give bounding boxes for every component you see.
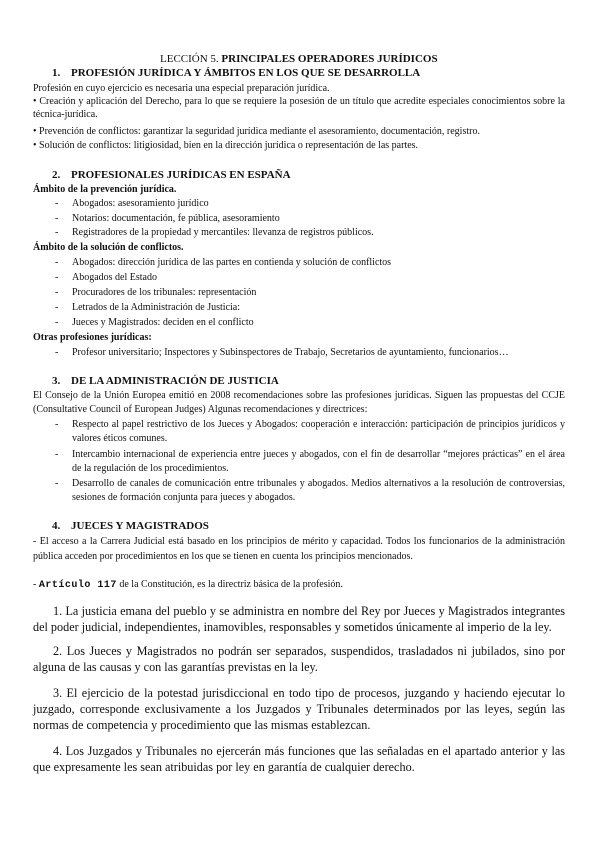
section4-heading [52,519,209,533]
lesson-label: LECCIÓN 5. [160,53,219,65]
article-paragraph-1: 1. La justicia emana del pueblo y se administra en nombre del Rey por Jueces y Magistrados integrantes del poder judicial, independientes, inamovibles, responsables y sometidos únicamente al imperio de la ley. [33,604,565,634]
list-dash: - [55,257,59,268]
section1-title: PROFESIÓN JURÍDICA Y ÁMBITOS EN LOS QUE SE DESARROLLA [71,67,421,79]
article-paragraph-4: 4. Los Juzgados y Tribunales no ejercerán más funciones que las señaladas en el apartado anterior y las que expresamente les sean atribuidas por ley en garantía de cualquier derecho. [33,744,565,774]
section3-intro: El Consejo de la Unión Europea emitió en 2008 recomendaciones sobre las profesiones jurídicas. Siguen las propuestas del CCJE (Consultative Council of European Judges) Algunas recomendaciones y directrices: [33,390,565,415]
section1-bullet-1: • Creación y aplicación del Derecho, para lo que se requiere la posesión de un título que acredite especiales conocimientos sobre la técnica-jurídica. [33,96,565,120]
section2-number: 2. [52,169,61,181]
list-dash: - [55,272,59,283]
list-dash: - [55,317,59,328]
lesson-title-text: PRINCIPALES OPERADORES JURÍDICOS [221,53,438,65]
group1-title: Ámbito de la prevención jurídica. [33,184,177,195]
section4-number: 4. [52,520,61,532]
group3-item-1: Profesor universitario; Inspectores y Subinspectores de Trabajo, Secretarios de ayuntamiento, funcionarios… [72,347,509,358]
list-dash: - [55,227,59,238]
article-suffix: de la Constitución, es la directriz básica de la profesión. [116,579,343,590]
list-dash: - [55,478,59,489]
group2-item-4: Letrados de la Administración de Justicia: [72,302,241,313]
list-dash: - [55,213,59,224]
article-paragraph-2: 2. Los Jueces y Magistrados no podrán ser separados, suspendidos, trasladados ni jubilados, sino por alguna de las causas y con las garantías previstas en la ley. [33,644,565,674]
section1-heading [52,66,420,80]
group3-title: Otras profesiones jurídicas: [33,332,152,343]
list-dash: - [55,419,59,430]
group1-item-3: Registradores de la propiedad y mercantiles: llevanza de registros públicos. [72,227,374,238]
section1-bullet-2: • Prevención de conflictos: garantizar la seguridad jurídica mediante el asesoramiento, documentación, registro. [33,126,480,137]
section2-title: PROFESIONALES JURÍDICAS EN ESPAÑA [71,169,291,181]
group2-item-5: Jueces y Magistrados: deciden en el conflicto [72,317,254,328]
article-paragraph-3: 3. El ejercicio de la potestad jurisdiccional en todo tipo de procesos, juzgando y haciendo ejecutar lo juzgado, corresponde exclusivamente a los Juzgados y Tribunales determinados por las leyes, según las normas de competencia y procedimiento que las mismas establezcan. [33,686,565,732]
section4-title: JUECES Y MAGISTRADOS [71,520,209,532]
group2-item-2: Abogados del Estado [72,272,157,283]
list-dash: - [55,198,59,209]
list-dash: - [55,302,59,313]
group2-item-3: Procuradores de los tribunales: representación [72,287,257,298]
section2-heading [52,168,291,182]
group2-item-1: Abogados: dirección jurídica de las partes en contienda y solución de conflictos [72,257,392,268]
group1-item-1: Abogados: asesoramiento jurídico [72,198,209,209]
list-dash: - [55,347,59,358]
section3-title: DE LA ADMINISTRACIÓN DE JUSTICIA [71,375,279,387]
section3-item-1: Respecto al papel restrictivo de los Jueces y Abogados: cooperación e interacción: participación de principios jurídicos y valores éticos comunes. [72,419,565,444]
section3-item-2: Intercambio internacional de experiencia entre jueces y abogados, con el fin de desarrollar “mejores prácticas” en el área de la regulación de los procedimientos. [72,449,565,474]
list-dash: - [55,287,59,298]
group2-title: Ámbito de la solución de conflictos. [33,242,184,253]
section1-bullet-3: • Solución de conflictos: litigiosidad, bien en la dirección jurídica o representación de las partes. [33,140,419,151]
lesson-title [160,52,438,66]
group1-item-2: Notarios: documentación, fe pública, asesoramiento [72,213,280,224]
section3-number: 3. [52,375,61,387]
section1-intro: Profesión en cuyo ejercicio es necesaria una especial preparación jurídica. [33,83,330,94]
section1-number: 1. [52,67,61,79]
section3-item-3: Desarrollo de canales de comunicación entre tribunales y abogados. Medios alternativos a la resolución de controversias, sesiones de formación conjunta para jueces y abogados. [72,478,565,503]
section4-intro: - El acceso a la Carrera Judicial está basado en los principios de mérito y capacidad. Todos los funcionarios de la administración pública acceden por procedimientos en los que se tienen en cuenta los principios mencionados. [33,536,565,562]
article-reference [33,578,343,592]
section3-heading [52,374,279,388]
article-prefix: - [33,579,39,590]
article-number: Artículo 117 [38,580,117,591]
list-dash: - [55,449,59,460]
